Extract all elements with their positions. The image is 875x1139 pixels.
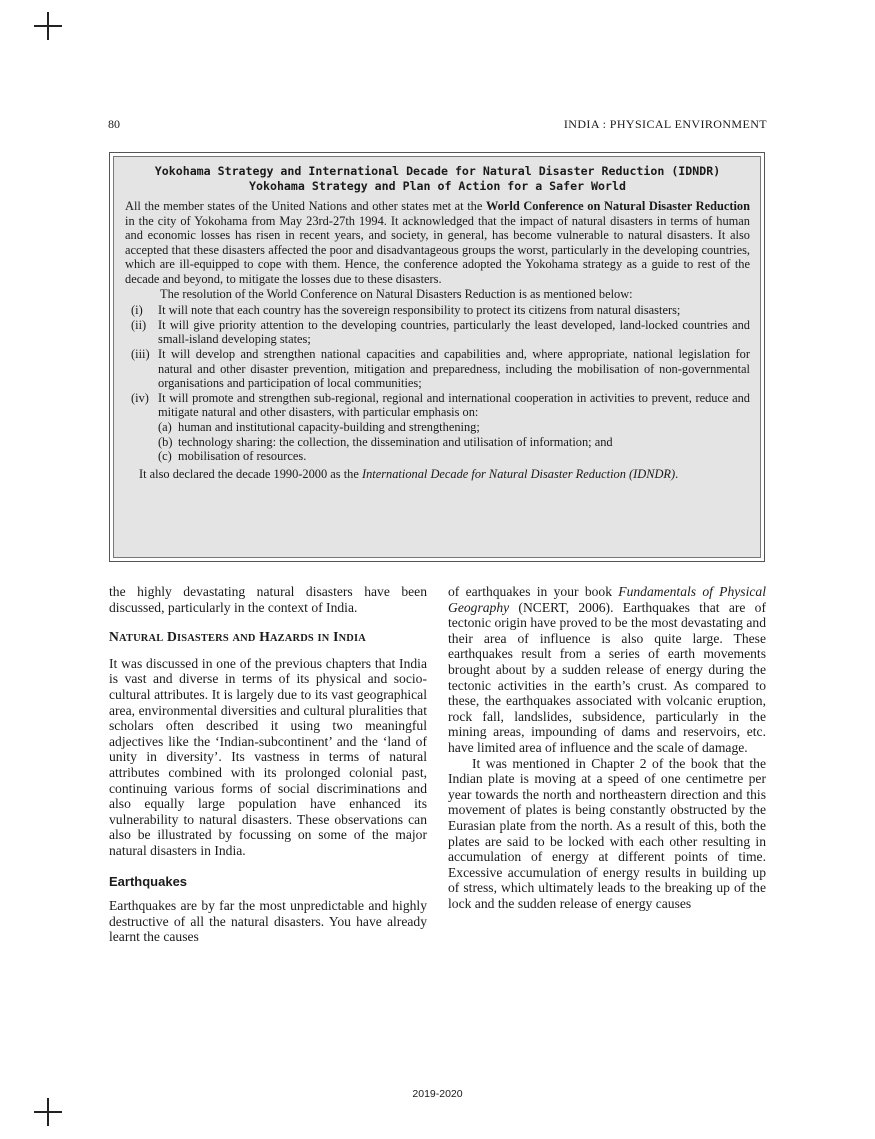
box-resolution-intro: The resolution of the World Conference on Natural Disasters Reduction is as mentioned below: bbox=[160, 286, 633, 301]
resolution-item bbox=[125, 391, 750, 464]
heading-smallcaps: NDIA bbox=[338, 633, 366, 645]
earthquake-causes-paragraph bbox=[448, 584, 766, 756]
crop-mark-bottom-left bbox=[34, 1098, 62, 1126]
right-column bbox=[448, 584, 766, 911]
book-title: Fundamentals of Physical Geography bbox=[448, 584, 766, 615]
running-header: INDIA : PHYSICAL ENVIRONMENT bbox=[563, 117, 767, 131]
resolution-text: It will note that each country has the sovereign responsibility to protect its citizens from natural disasters; bbox=[158, 303, 681, 318]
left-column bbox=[109, 584, 427, 945]
emphasis-letter: (c) bbox=[158, 449, 172, 464]
resolution-text: It will promote and strengthen sub-regional, regional and international cooperation in activities to prevent, reduce and mitigate natural and other disasters, with particular emphasis on: bbox=[158, 390, 750, 420]
heading-smallcaps: ATURAL bbox=[119, 633, 164, 645]
footer-year: 2019-2020 bbox=[412, 1088, 463, 1100]
resolution-item bbox=[125, 347, 750, 391]
resolution-number: (ii) bbox=[131, 317, 147, 332]
resolution-text: It will give priority attention to the developing countries, particularly the least developed, land-locked countries and small-island developing states; bbox=[158, 317, 750, 347]
emphasis-text: mobilisation of resources. bbox=[178, 449, 307, 464]
box-closing-paragraph bbox=[125, 467, 750, 482]
box-closing-end: . bbox=[675, 466, 679, 481]
crop-mark-top-left bbox=[34, 12, 62, 40]
earthquakes-heading: Earthquakes bbox=[109, 873, 188, 889]
earthquakes-paragraph: Earthquakes are by far the most unpredictable and highly destructive of all the natural disasters. You have already learnt the causes bbox=[109, 898, 427, 945]
box-intro-paragraph bbox=[125, 199, 750, 287]
info-box bbox=[109, 152, 765, 562]
emphasis-item bbox=[158, 420, 750, 435]
heading-smallcaps: ISASTERS bbox=[176, 633, 229, 645]
box-intro-bold: World Conference on Natural Disaster Reduction bbox=[485, 199, 750, 213]
info-box-body bbox=[113, 156, 761, 558]
heading-initial: H bbox=[259, 629, 270, 645]
box-intro-text-cont: in the city of Yokohama from May 23rd-27th 1994. It acknowledged that the impact of natural disasters in terms of human and economic losses has risen in recent years, and society, in general, has become vulnerable to natural disasters. It also accepted that these disasters affected the poor and disadvantageous groups the worst, particularly in the developing countries, which are ill-equipped to cope with them. Hence, the conference adopted the Yokohama strategy as a guide to rest of the decade and beyond, to mitigate the losses due to these disasters. bbox=[125, 213, 750, 286]
box-title-line-1: Yokohama Strategy and International Decade for Natural Disaster Reduction (IDNDR) bbox=[154, 164, 721, 178]
emphasis-item bbox=[158, 435, 750, 450]
emphasis-letter: (b) bbox=[158, 434, 173, 449]
indian-plate-paragraph: It was mentioned in Chapter 2 of the book that the Indian plate is moving at a speed of one centimetre per year towards the north and northeastern direction and this movement of plates is being constantly obstructed by the Eurasian plate from the north. As a result of this, both the plates are said to be locked with each other resulting in accumulation of energy at different points of time. Excessive accumulation of energy results in building up of stress, which ultimately leads to the breaking up of the lock and the sudden release of energy causes bbox=[448, 755, 766, 911]
paragraph-text-cont: (NCERT, 2006). Earthquakes that are of tectonic origin have proved to be the most devastating and their area of influence is also quite large. These earthquakes result from a series of earth movements brought about by a sudden release of energy during the tectonic activities in the earth’s crust. As compared to these, the earthquakes associated with volcanic eruption, rock fall, landslides, subsidence, particularly in the mining areas, impounding of dams and reservoirs, etc. have limited area of influence and the scale of damage. bbox=[448, 599, 766, 755]
box-title bbox=[125, 164, 750, 194]
heading-initial: N bbox=[109, 629, 120, 645]
box-intro-text: All the member states of the United Nations and other states met at the bbox=[125, 199, 486, 213]
emphasis-text: human and institutional capacity-building and strengthening; bbox=[178, 419, 480, 434]
paragraph-text: of earthquakes in your book bbox=[448, 584, 619, 599]
box-closing-italic: International Decade for Natural Disaster Reduction (IDNDR) bbox=[361, 466, 676, 481]
resolution-number: (iv) bbox=[131, 390, 149, 405]
box-closing-text: It also declared the decade 1990-2000 as the bbox=[139, 466, 362, 481]
emphasis-item bbox=[158, 449, 750, 464]
resolution-text: It will develop and strengthen national capacities and capabilities and, where appropriate, national legislation for natural and other disaster prevention, mitigation and preparedness, including the mobilisation of non-governmental organisations and participation of local communities; bbox=[158, 346, 750, 391]
resolution-number: (i) bbox=[131, 303, 143, 318]
heading-initial: I bbox=[333, 629, 339, 645]
heading-smallcaps: AND bbox=[232, 633, 256, 645]
heading-initial: D bbox=[166, 629, 177, 645]
resolution-number: (iii) bbox=[131, 346, 150, 361]
resolution-item bbox=[125, 318, 750, 347]
heading-smallcaps: IN bbox=[317, 633, 330, 645]
resolution-item bbox=[125, 303, 750, 318]
emphasis-text: technology sharing: the collection, the dissemination and utilisation of information; and bbox=[178, 434, 613, 449]
box-title-line-2: Yokohama Strategy and Plan of Action for a Safer World bbox=[249, 179, 626, 193]
continuation-paragraph: the highly devastating natural disasters have been discussed, particularly in the context of India. bbox=[109, 584, 427, 615]
heading-smallcaps: AZARDS bbox=[269, 633, 314, 645]
india-paragraph: It was discussed in one of the previous chapters that India is vast and diverse in terms of its physical and socio-cultural attributes. It is largely due to its vast geographical area, environmental diversities and cultural pluralities that scholars often described it using two meaningful adjectives like the ‘Indian-subcontinent’ and the ‘land of unity in diversity’. Its vastness in terms of natural attributes combined with its prolonged colonial past, continuing various forms of social discriminations and also equally large population have enhanced its vulnerability to natural disasters. These observations can also be illustrated by focussing on some of the major natural disasters in India. bbox=[109, 655, 427, 858]
page-number: 80 bbox=[108, 117, 120, 131]
emphasis-list bbox=[158, 420, 750, 464]
emphasis-letter: (a) bbox=[158, 419, 172, 434]
section-heading bbox=[109, 629, 427, 647]
resolution-list bbox=[125, 303, 750, 464]
